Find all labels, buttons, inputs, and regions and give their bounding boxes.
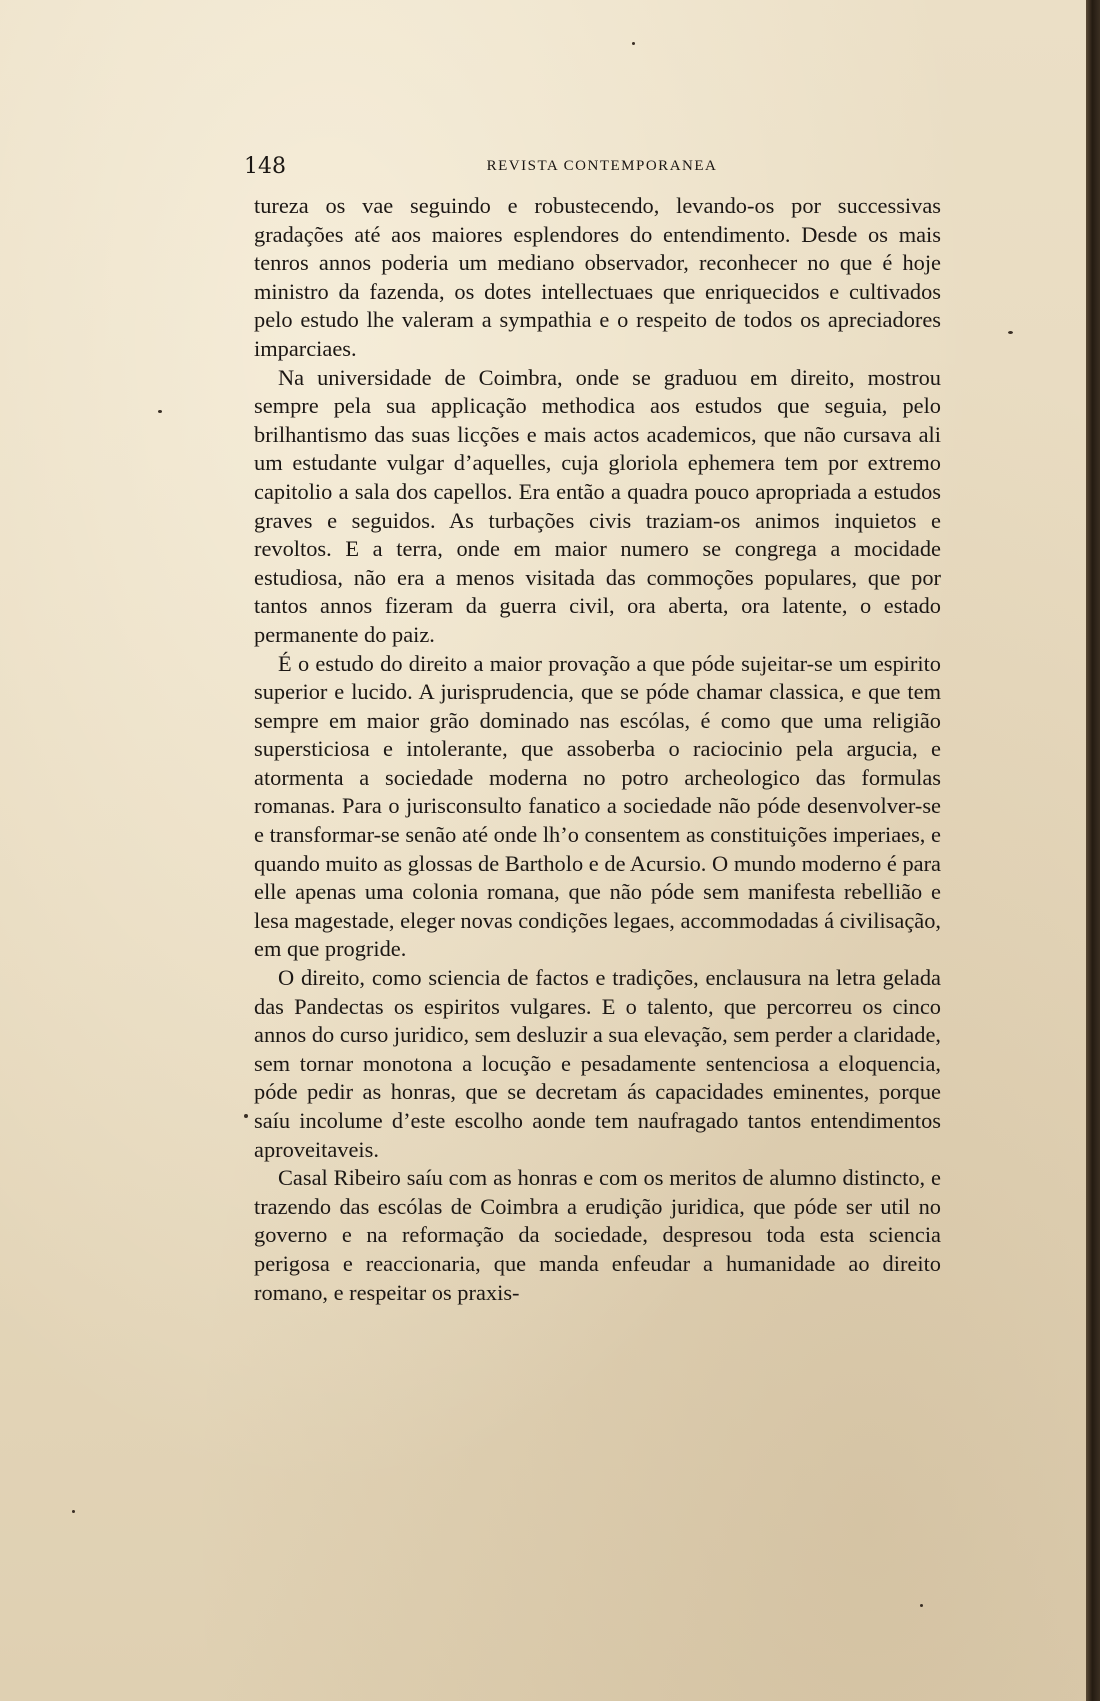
paper-speck bbox=[244, 1114, 248, 1118]
paper-speck bbox=[158, 410, 162, 413]
paragraph: Casal Ribeiro saíu com as honras e com os meritos de alumno distincto, e trazendo das escólas de Coimbra a erudição juridica, que póde ser util no governo e na reformação da sociedade, despresou toda esta sciencia perigosa e reaccionaria, que manda enfeudar a humanidade ao direito romano, e respeitar os praxis- bbox=[254, 1165, 941, 1305]
paragraph: O direito, como sciencia de factos e tradições, enclausura na letra gelada das Pandectas os espiritos vulgares. E o talento, que percorreu os cinco annos do curso juridico, sem desluzir a sua elevação, sem perder a claridade, sem tornar monotona a locução e pesadamente sentenciosa a eloquencia, póde pedir as honras, que se decretam ás capacidades eminentes, porque saíu incolume d’este escolho aonde tem naufragado tantos entendimentos aproveitaveis. bbox=[254, 965, 941, 1162]
paragraph: tureza os vae seguindo e robustecendo, levando-os por successivas gradações até aos maiores esplendores do entendimento. Desde os mais tenros annos poderia um mediano observador, reconhecer no que é hoje ministro da fazenda, os dotes intellectuaes que enriquecidos e cultivados pelo estudo lhe valeram a sympathia e o respeito de todos os apreciadores imparciaes. bbox=[254, 193, 941, 361]
running-title: REVISTA CONTEMPORANEA bbox=[486, 158, 718, 174]
paper-speck bbox=[920, 1604, 923, 1607]
page-header bbox=[244, 154, 960, 180]
binding-edge bbox=[1086, 0, 1100, 1701]
page-number: 148 bbox=[244, 154, 286, 179]
paragraph: Na universidade de Coimbra, onde se graduou em direito, mostrou sempre pela sua applicação methodica aos estudos que seguia, pelo brilhantismo das suas licções e mais actos academicos, que não cursava ali um estudante vulgar d’aquelles, cuja gloriola ephemera tem por extremo capitolio a sala dos capellos. Era então a quadra pouco apropriada a estudos graves e seguidos. As turbações civis traziam-os animos inquietos e revoltos. E a terra, onde em maior numero se congrega a mocidade estudiosa, não era a menos visitada das commoções populares, que por tantos annos fizeram da guerra civil, ora aberta, ora latente, o estado permanente do paiz. bbox=[254, 364, 941, 647]
paper-speck bbox=[632, 42, 635, 45]
paper-speck bbox=[1008, 331, 1013, 334]
paragraph: É o estudo do direito a maior provação a que póde sujeitar-se um espirito superior e lucido. A jurisprudencia, que se póde chamar classica, e que tem sempre em maior grão dominado nas escólas, é como que uma religião supersticiosa e intolerante, que assoberba o raciocinio pela argucia, e atormenta a sociedade moderna no potro archeologico das formulas romanas. Para o jurisconsulto fanatico a sociedade não póde desenvolver-se e transformar-se senão até onde lh’o consentem as constituições imperiaes, e quando muito as glossas de Bartholo e de Acursio. O mundo moderno é para elle apenas uma colonia romana, que não póde sem manifesta rebellião e lesa magestade, eleger novas condições legaes, accommodadas á civilisação, em que progride. bbox=[254, 650, 941, 962]
paper-speck bbox=[72, 1510, 75, 1513]
body-text bbox=[254, 192, 941, 1307]
